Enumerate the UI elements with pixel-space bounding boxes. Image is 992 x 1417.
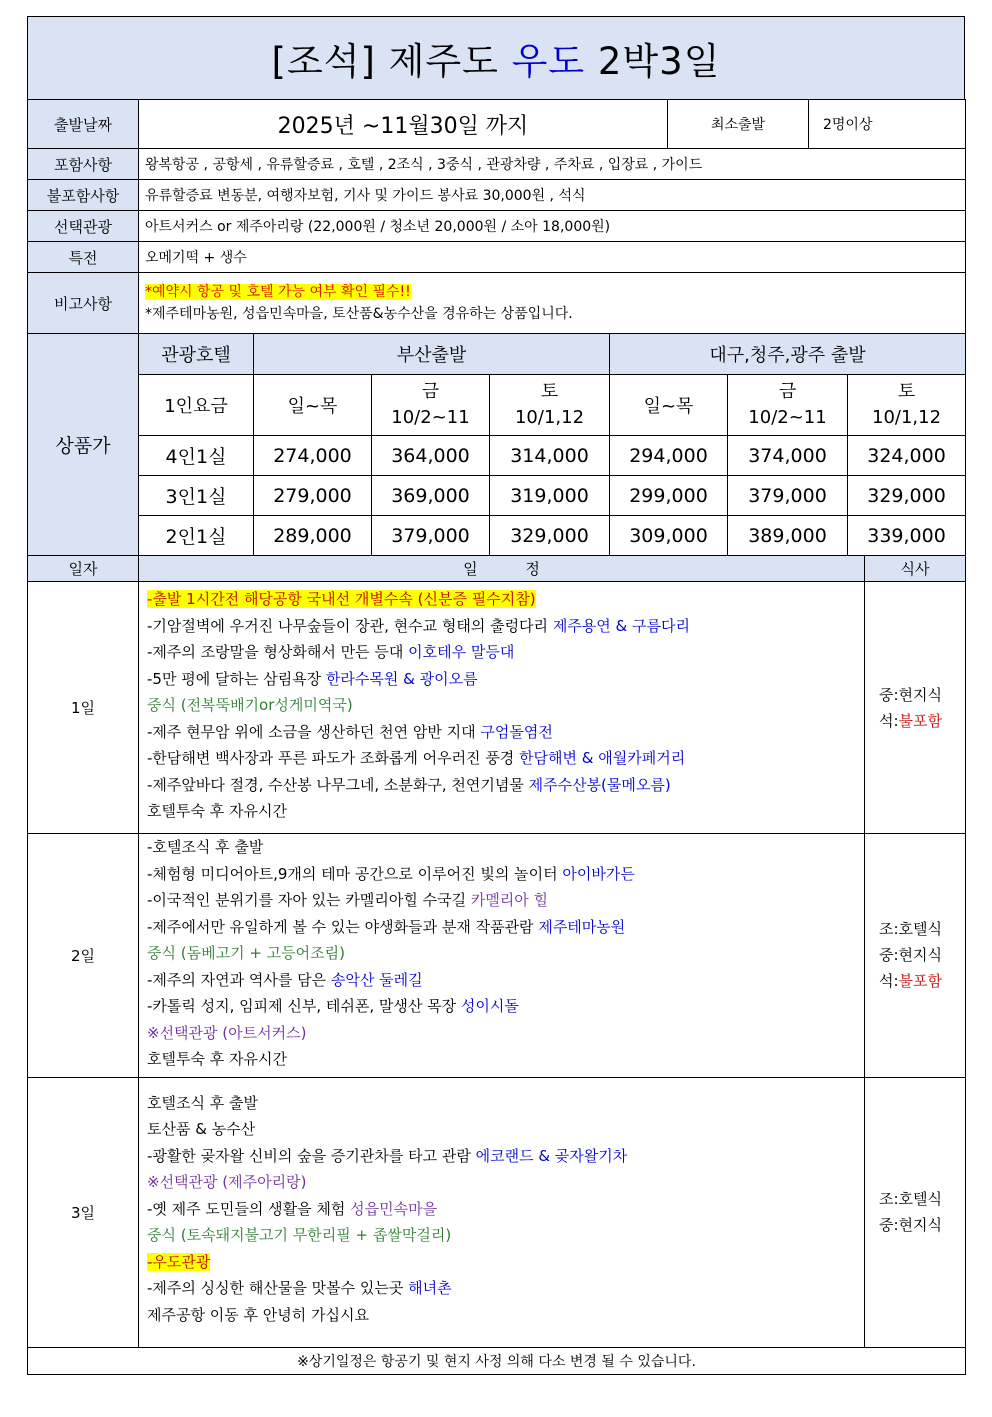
day-plan: 호텔조식 후 출발 토산품 & 농수산 -광활한 곶자왈 신비의 숲을 증기관차를 타고 관람 에코랜드 & 곶자왈기차 ※선택관광 (제주아리랑) -옛 제주 도민들의 생활을 체험 성읍민속마을 중식 (토속돼지불고기 무한리필 + 좁쌀막걸리) -우도관광 -제주의 싱싱한 해산물을 맛볼수 있는곳 해녀촌 제주공항 이동 후 안녕히 가십시요 [139, 1077, 865, 1347]
price-cell: 309,000 [610, 516, 728, 556]
option-label: 선택관광 [28, 211, 139, 242]
day-meal: 조:호텔식 중:현지식 석:불포함 [865, 834, 966, 1078]
day-label: 3일 [28, 1077, 139, 1347]
pricing-label: 상품가 [28, 334, 139, 556]
day-label: 2일 [28, 834, 139, 1078]
footer-note: ※상기일정은 항공기 및 현지 사정 의해 다소 변경 될 수 있습니다. [28, 1347, 966, 1374]
daegu-header: 대구,청주,광주 출발 [610, 334, 966, 375]
price-cell: 279,000 [254, 476, 372, 516]
day-row-1 [28, 582, 966, 834]
day-row-2 [28, 834, 966, 1078]
special-label: 특전 [28, 242, 139, 273]
day-plan: -호텔조식 후 출발 -체험형 미디어아트,9개의 테마 공간으로 이루어진 빛의 놀이터 아이바가든 -이국적인 분위기를 자아 있는 카멜리아힐 수국길 카멜리아 힐 -제주에서만 유일하게 볼 수 있는 야생화들과 분재 작품관람 제주테마농원 중식 (돔베고기 + 고등어조림) -제주의 자연과 역사를 담은 송악산 둘레길 -카톨릭 성지, 임피제 신부, 테쉬폰, 말생산 목장 성이시돌 ※선택관광 (아트서커스) 호텔투숙 후 자유시간 [139, 834, 865, 1078]
include-value: 왕복항공 , 공항세 , 유류할증료 , 호텔 , 2조식 , 3중식 , 관광차량 , 주차료 , 입장료 , 가이드 [139, 149, 966, 180]
price-cell: 294,000 [610, 436, 728, 476]
departure-label: 출발날짜 [28, 100, 139, 149]
day-meal: 조:호텔식 중:현지식 [865, 1077, 966, 1347]
busan-header: 부산출발 [254, 334, 610, 375]
page-title: [조석] 제주도 우도 2박3일 [28, 17, 965, 100]
price-cell: 314,000 [490, 436, 610, 476]
day-plan: -출발 1시간전 해당공항 국내선 개별수속 (신분증 필수지참) -기암절벽에 우거진 나무숲들이 장관, 현수교 형태의 출렁다리 제주용연 & 구름다리 -제주의 조랑말을 형상화해서 만든 등대 이호테우 말등대 -5만 평에 달하는 삼림욕장 한라수목원 & 광이오름 중식 (전복뚝배기or성게미역국) -제주 현무암 위에 소금을 생산하던 천연 암반 지대 구엄돌염전 -한담해변 백사장과 푸른 파도가 조화롭게 어우러진 풍경 한담해변 & 애월카페거리 -제주앞바다 절경, 수산봉 나무그네, 소분화구, 천연기념물 제주수산봉(물메오름) 호텔투숙 후 자유시간 [139, 582, 865, 834]
price-table [27, 333, 966, 556]
price-row [28, 516, 966, 556]
remark-value [139, 273, 966, 334]
special-value: 오메기떡 + 생수 [139, 242, 966, 273]
day-row-3 [28, 1077, 966, 1347]
plan-header: 일 정 [139, 556, 865, 582]
price-cell: 289,000 [254, 516, 372, 556]
title-table [27, 16, 965, 100]
price-cell: 329,000 [490, 516, 610, 556]
room-type: 4인1실 [139, 436, 254, 476]
price-row [28, 476, 966, 516]
remark-label: 비고사항 [28, 273, 139, 334]
day-header: 일자 [28, 556, 139, 582]
option-value: 아트서커스 or 제주아리랑 (22,000원 / 청소년 20,000원 / 소아 18,000원) [139, 211, 966, 242]
price-cell: 274,000 [254, 436, 372, 476]
departure-value: 2025년 ~11월30일 까지 [139, 100, 668, 149]
day-label: 1일 [28, 582, 139, 834]
min-value: 2명이상 [809, 100, 966, 149]
price-row [28, 436, 966, 476]
remark-line-2: *제주테마농원, 성읍민속마을, 토산품&농수산을 경유하는 상품입니다. [145, 306, 573, 322]
meal-header: 식사 [865, 556, 966, 582]
daegu-sat-header: 토 10/1,12 [848, 375, 966, 436]
daegu-weekday-header: 일~목 [610, 375, 728, 436]
daegu-fri-header: 금 10/2~11 [728, 375, 848, 436]
itinerary-sheet [27, 16, 965, 1375]
price-cell: 324,000 [848, 436, 966, 476]
room-type: 3인1실 [139, 476, 254, 516]
busan-weekday-header: 일~목 [254, 375, 372, 436]
title-highlight: 우도 [511, 40, 586, 83]
min-label: 최소출발 [668, 100, 809, 149]
day-meal: 중:현지식 석:불포함 [865, 582, 966, 834]
price-cell: 329,000 [848, 476, 966, 516]
price-cell: 364,000 [372, 436, 490, 476]
remark-line-1: *예약시 항공 및 호텔 가능 여부 확인 필수!! [145, 284, 411, 300]
price-cell: 339,000 [848, 516, 966, 556]
exclude-value: 유류할증료 변동분, 여행자보험, 기사 및 가이드 봉사료 30,000원 , 석식 [139, 180, 966, 211]
price-cell: 389,000 [728, 516, 848, 556]
room-type: 2인1실 [139, 516, 254, 556]
price-cell: 374,000 [728, 436, 848, 476]
price-cell: 379,000 [728, 476, 848, 516]
busan-fri-header: 금 10/2~11 [372, 375, 490, 436]
price-cell: 369,000 [372, 476, 490, 516]
price-cell: 319,000 [490, 476, 610, 516]
busan-sat-header: 토 10/1,12 [490, 375, 610, 436]
price-cell: 299,000 [610, 476, 728, 516]
rate-label: 1인요금 [139, 375, 254, 436]
exclude-label: 불포함사항 [28, 180, 139, 211]
include-label: 포함사항 [28, 149, 139, 180]
hotel-header: 관광호텔 [139, 334, 254, 375]
price-cell: 379,000 [372, 516, 490, 556]
info-table [27, 99, 966, 334]
schedule-table [27, 555, 966, 1375]
